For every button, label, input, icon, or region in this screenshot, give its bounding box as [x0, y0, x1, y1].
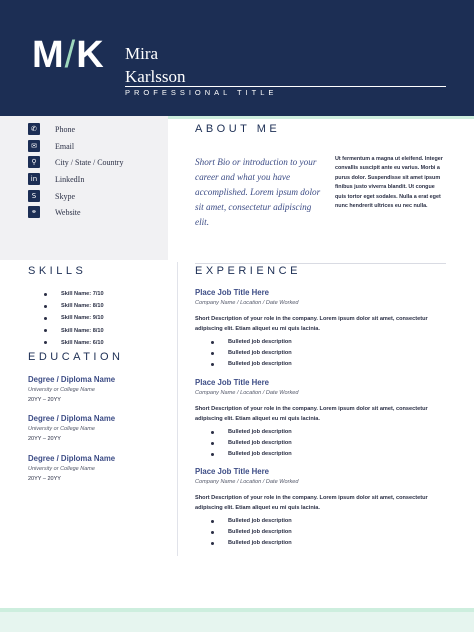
education-years: 20YY – 20YY [28, 436, 61, 442]
professional-title: PROFESSIONAL TITLE [125, 88, 278, 97]
skills-title: SKILLS [28, 265, 87, 277]
job-bullets [195, 516, 447, 549]
bullet-icon [44, 293, 47, 296]
bullet-text: Bulleted job description [228, 518, 292, 524]
job-bullet [195, 427, 447, 438]
monogram-first-initial: M [32, 34, 65, 76]
job-bullet [195, 337, 447, 348]
job-title: Place Job Title Here [195, 288, 269, 297]
job-entry [195, 467, 447, 549]
skill-label: Skill Name: 7/10 [61, 291, 104, 298]
linkedin-icon: in [28, 173, 40, 185]
job-entry [195, 378, 447, 460]
bullet-icon [211, 431, 214, 434]
skype-icon: S [28, 190, 40, 202]
education-years: 20YY – 20YY [28, 397, 61, 403]
education-entry [28, 414, 168, 443]
contact-label: Email [55, 141, 75, 151]
contact-linkedin[interactable] [28, 173, 84, 185]
bullet-text: Bulleted job description [228, 361, 292, 367]
education-years: 20YY – 20YY [28, 476, 61, 482]
contact-website[interactable] [28, 206, 81, 218]
degree-name: Degree / Diploma Name [28, 375, 116, 384]
skills-list [44, 288, 104, 349]
bullet-icon [211, 352, 214, 355]
bullet-text: Bulleted job description [228, 529, 292, 535]
job-bullet [195, 538, 447, 549]
about-title: ABOUT ME [195, 123, 281, 135]
job-title: Place Job Title Here [195, 467, 269, 476]
contact-panel [0, 116, 168, 260]
location-icon: ⚲ [28, 156, 40, 168]
contact-label: Phone [55, 124, 75, 134]
bullet-icon [211, 341, 214, 344]
skill-label: Skill Name: 6/10 [61, 339, 104, 346]
monogram [32, 36, 105, 74]
skill-item [44, 312, 104, 324]
education-entry [28, 454, 168, 483]
contact-location [28, 156, 123, 168]
bullet-text: Bulleted job description [228, 339, 292, 345]
skill-label: Skill Name: 9/10 [61, 315, 104, 322]
job-description: Short Description of your role in the company. Lorem ipsum dolor sit amet, consectetur adipiscing elit. Etiam aliquet eu mi quis lacinia. [195, 406, 428, 422]
job-company: Company Name / Location / Date Worked [195, 390, 299, 396]
bullet-icon [211, 453, 214, 456]
bullet-icon [44, 329, 47, 332]
bullet-text: Bulleted job description [228, 429, 292, 435]
contact-label: LinkedIn [55, 174, 85, 184]
contact-email[interactable] [28, 140, 74, 152]
job-bullet [195, 449, 447, 460]
name-divider [125, 86, 446, 87]
experience-title: EXPERIENCE [195, 265, 301, 277]
footer-band [0, 608, 474, 632]
education-entry [28, 375, 168, 404]
degree-name: Degree / Diploma Name [28, 454, 116, 463]
job-entry [195, 288, 447, 370]
job-bullets [195, 427, 447, 460]
phone-icon: ✆ [28, 123, 40, 135]
job-description: Short Description of your role in the company. Lorem ipsum dolor sit amet, consectetur adipiscing elit. Etiam aliquet eu mi quis lacinia. [195, 495, 428, 511]
job-bullet [195, 359, 447, 370]
bullet-text: Bulleted job description [228, 451, 292, 457]
skill-item [44, 288, 104, 300]
bullet-icon [44, 341, 47, 344]
about-bio: Short Bio or introduction to your career and what you have accomplished. Lorem ipsum dolor sit amet, consectetur adipiscing elit. [195, 157, 321, 227]
job-bullets [195, 337, 447, 370]
job-company: Company Name / Location / Date Worked [195, 479, 299, 485]
about-divider [195, 263, 446, 264]
bullet-text: Bulleted job description [228, 440, 292, 446]
bullet-text: Bulleted job description [228, 350, 292, 356]
bullet-icon [211, 520, 214, 523]
skill-label: Skill Name: 8/10 [61, 303, 104, 310]
skill-label: Skill Name: 8/10 [61, 327, 104, 334]
skill-item [44, 300, 104, 312]
contact-label: Skype [55, 191, 75, 201]
website-icon: ⚭ [28, 206, 40, 218]
job-bullet [195, 348, 447, 359]
contact-label: Website [55, 207, 81, 217]
footer-accent [0, 608, 474, 612]
skill-item [44, 337, 104, 349]
degree-name: Degree / Diploma Name [28, 414, 116, 423]
contact-phone[interactable] [28, 123, 75, 135]
email-icon: ✉ [28, 140, 40, 152]
column-divider [177, 262, 178, 556]
mint-accent-band [168, 116, 474, 119]
contact-label: City / State / Country [55, 157, 124, 167]
school-name: University or College Name [28, 426, 95, 432]
bullet-icon [211, 542, 214, 545]
school-name: University or College Name [28, 466, 95, 472]
skill-item [44, 325, 104, 337]
last-name: Karlsson [125, 67, 186, 86]
contact-skype[interactable] [28, 190, 75, 202]
school-name: University or College Name [28, 387, 95, 393]
bullet-icon [211, 363, 214, 366]
job-bullet [195, 516, 447, 527]
first-name: Mira [125, 44, 159, 63]
about-side-text: Ut fermentum a magna ut eleifend. Integer convallis suscipit ante eu varius. Morbi a purus dolor. Suspendisse sit amet ipsum finibus justo viverra blandit. Ut congue quis tortor eget sodales. Nulla a erat eget nunc hendrerit ultrices eu nec nulla. [335, 156, 443, 210]
job-description: Short Description of your role in the company. Lorem ipsum dolor sit amet, consectetur adipiscing elit. Etiam aliquet eu mi quis lacinia. [195, 316, 428, 332]
job-title: Place Job Title Here [195, 378, 269, 387]
monogram-last-initial: K [76, 34, 105, 76]
header-banner [0, 0, 474, 116]
job-bullet [195, 527, 447, 538]
bullet-icon [211, 442, 214, 445]
job-company: Company Name / Location / Date Worked [195, 300, 299, 306]
bullet-icon [211, 531, 214, 534]
bullet-text: Bulleted job description [228, 540, 292, 546]
monogram-slash: / [64, 34, 77, 76]
job-bullet [195, 438, 447, 449]
bullet-icon [44, 305, 47, 308]
bullet-icon [44, 317, 47, 320]
education-title: EDUCATION [28, 351, 124, 363]
